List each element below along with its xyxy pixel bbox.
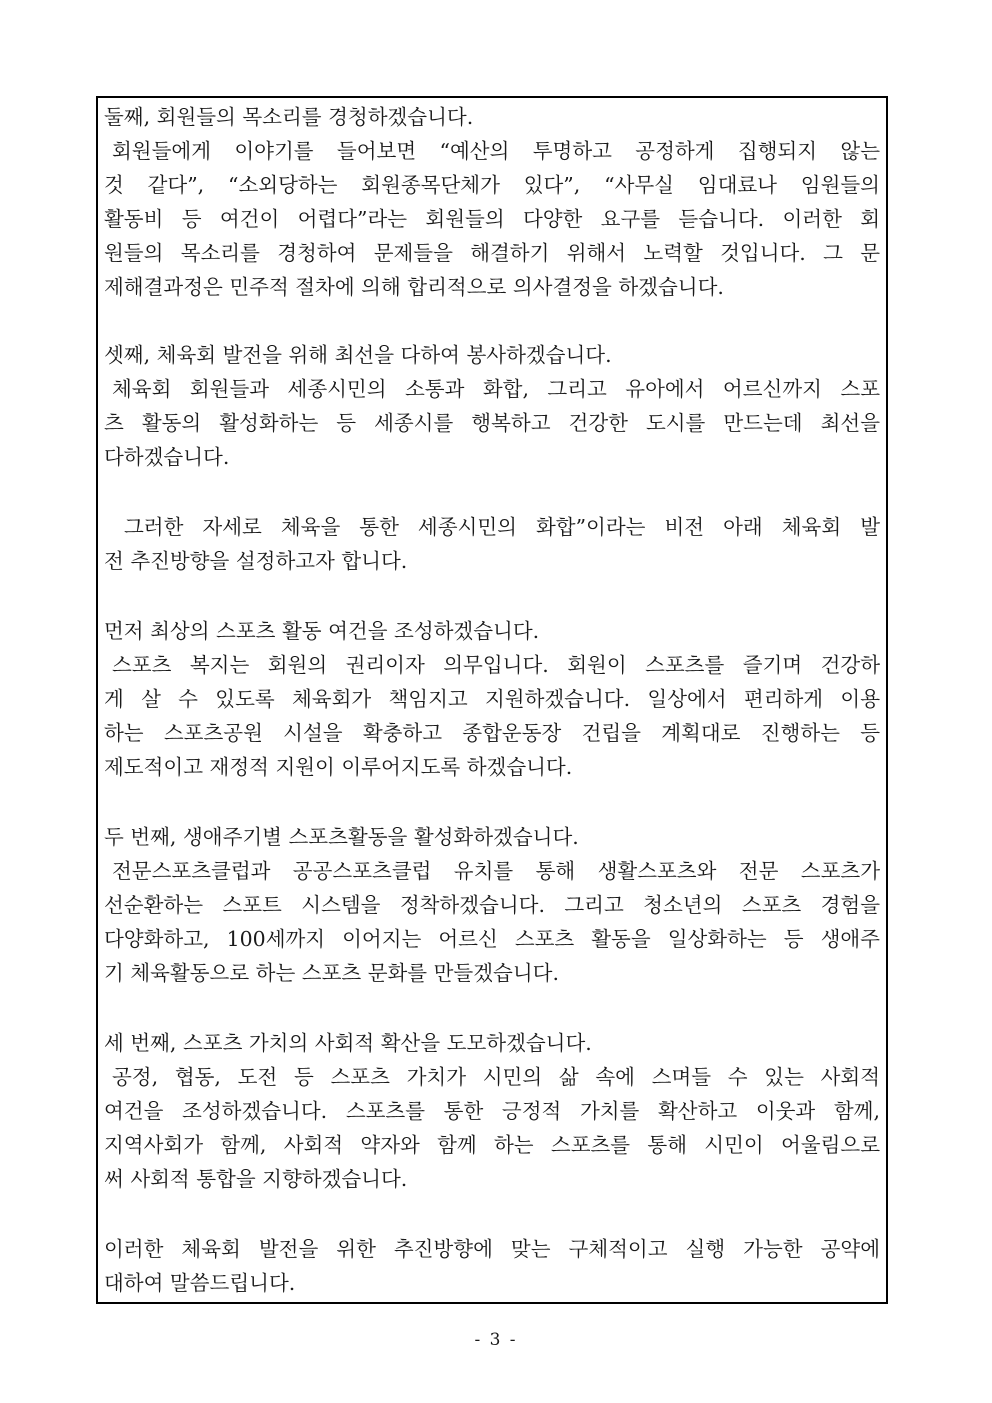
section-heading: 두 번째, 생애주기별 스포츠활동을 활성화하겠습니다. — [104, 825, 579, 849]
text-line: 체육회 회원들과 세종시민의 소통과 화합, 그리고 유아에서 어르신까지 스포 — [112, 377, 880, 401]
text-line: 공정, 협동, 도전 등 스포츠 가치가 시민의 삶 속에 스며들 수 있는 사회적 — [112, 1065, 880, 1089]
text-line: 선순환하는 스포트 시스템을 정착하겠습니다. 그리고 청소년의 스포츠 경험을 — [104, 893, 880, 917]
page-number: - 3 - — [474, 1330, 518, 1350]
text-line: 제도적이고 재정적 지원이 이루어지도록 하겠습니다. — [104, 755, 573, 779]
text-line: 다하겠습니다. — [104, 445, 230, 469]
text-line: 활동비 등 여건이 어렵다”라는 회원들의 다양한 요구를 듣습니다. 이러한 회 — [104, 207, 880, 231]
text-line: 전 추진방향을 설정하고자 합니다. — [104, 549, 408, 573]
text-line: 전문스포츠클럽과 공공스포츠클럽 유치를 통해 생활스포츠와 전문 스포츠가 — [112, 859, 880, 883]
section-heading: 먼저 최상의 스포츠 활동 여건을 조성하겠습니다. — [104, 619, 540, 643]
text-line: 그러한 자세로 체육을 통한 세종시민의 화합”이라는 비전 아래 체육회 발 — [124, 515, 880, 539]
text-line: 다양화하고, 100세까지 이어지는 어르신 스포츠 활동을 일상화하는 등 생애주 — [104, 927, 880, 951]
text-line: 회원들에게 이야기를 들어보면 “예산의 투명하고 공정하게 집행되지 않는 — [112, 139, 880, 163]
text-line: 기 체육활동으로 하는 스포츠 문화를 만들겠습니다. — [104, 961, 559, 985]
text-line: 지역사회가 함께, 사회적 약자와 함께 하는 스포츠를 통해 시민이 어울림으로 — [104, 1133, 880, 1157]
text-line: 대하여 말씀드립니다. — [104, 1271, 296, 1295]
text-line: 츠 활동의 활성화하는 등 세종시를 행복하고 건강한 도시를 만드는데 최선을 — [104, 411, 880, 435]
text-line: 스포츠 복지는 회원의 권리이자 의무입니다. 회원이 스포츠를 즐기며 건강하 — [112, 653, 880, 677]
text-line: 하는 스포츠공원 시설을 확충하고 종합운동장 건립을 계획대로 진행하는 등 — [104, 721, 880, 745]
text-line: 게 살 수 있도록 체육회가 책임지고 지원하겠습니다. 일상에서 편리하게 이용 — [104, 687, 880, 711]
text-line: 여건을 조성하겠습니다. 스포츠를 통한 긍정적 가치를 확산하고 이웃과 함께, — [104, 1099, 880, 1123]
text-line: 둘째, 회원들의 목소리를 경청하겠습니다. — [104, 105, 474, 129]
text-line: 이러한 체육회 발전을 위한 추진방향에 맞는 구체적이고 실행 가능한 공약에 — [104, 1237, 880, 1261]
text-line: 것 같다”, “소외당하는 회원종목단체가 있다”, “사무실 임대료나 임원들의 — [104, 173, 880, 197]
section-heading: 셋째, 체육회 발전을 위해 최선을 다하여 봉사하겠습니다. — [104, 343, 612, 367]
text-line: 제해결과정은 민주적 절차에 의해 합리적으로 의사결정을 하겠습니다. — [104, 275, 724, 299]
document-text-box — [96, 96, 888, 1304]
text-line: 원들의 목소리를 경청하여 문제들을 해결하기 위해서 노력할 것입니다. 그 문 — [104, 241, 880, 265]
text-line: 써 사회적 통합을 지향하겠습니다. — [104, 1167, 408, 1191]
section-heading: 세 번째, 스포츠 가치의 사회적 확산을 도모하겠습니다. — [104, 1031, 592, 1055]
